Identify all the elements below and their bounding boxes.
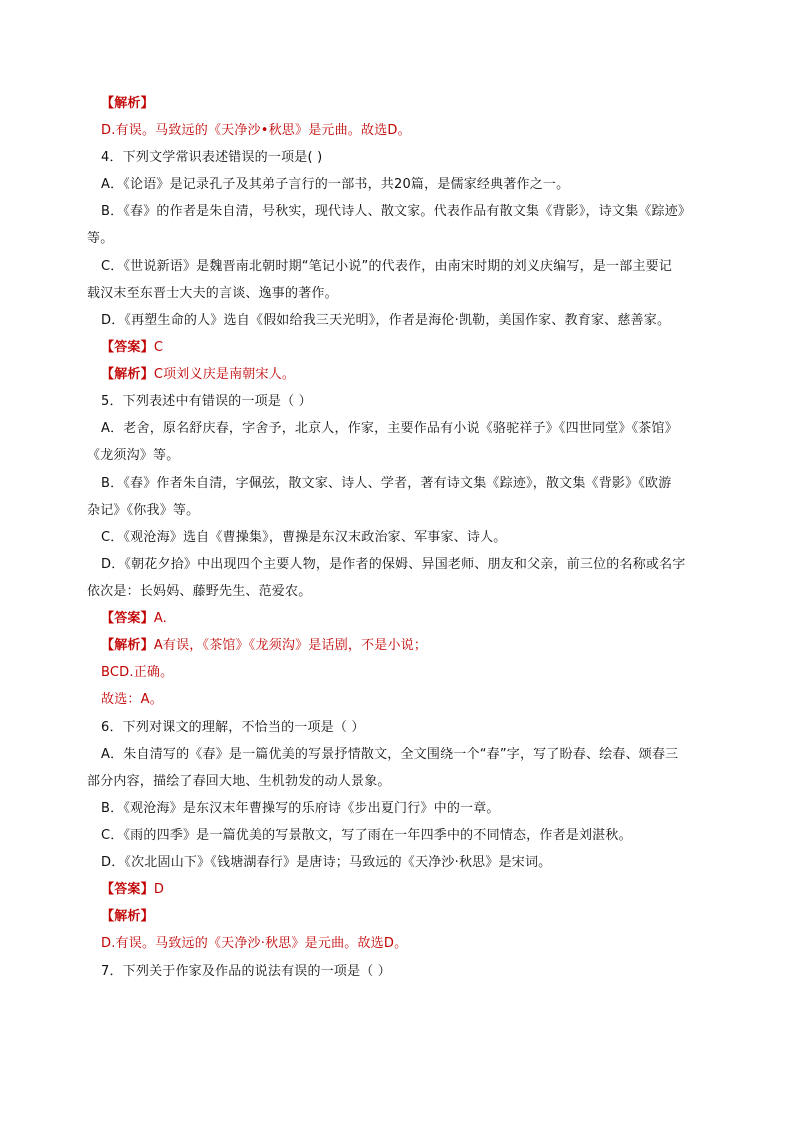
question-6-option-b: B．《观沧海》是东汉末年曹操写的乐府诗《步出夏门行》中的一章。 — [101, 801, 500, 816]
analysis-tag: 【解析】 — [101, 638, 154, 653]
analysis-tag: 【解析】 — [101, 909, 154, 924]
question-4-option-a: A．《论语》是记录孔子及其弟子言行的一部书，共20篇，是儒家经典著作之一。 — [101, 177, 570, 192]
question-5-option-b: B．《春》作者朱自清，字佩弦，散文家、诗人、学者，著有诗文集《踪迹》，散文集《背影》《欧游 — [101, 476, 672, 491]
question-4-option-d: D．《再塑生命的人》选自《假如给我三天光明》，作者是海伦·凯勒，美国作家、教育家、慈善家。 — [101, 313, 671, 328]
question-5-option-d: D．《朝花夕拾》中出现四个主要人物，是作者的保姆、异国老师、朋友和父亲，前三位的名称或名字 — [101, 557, 686, 572]
question-5-option-a-cont: 《龙须沟》等。 — [87, 448, 180, 463]
question-4-option-b-cont: 等。 — [87, 231, 114, 246]
question-5-option-d-cont: 依次是：长妈妈、藤野先生、范爱农。 — [87, 584, 312, 599]
analysis-value: C项刘义庆是南朝宋人。 — [153, 367, 296, 382]
question-6-option-c: C．《雨的四季》是一篇优美的写景散文，写了雨在一年四季中的不同情态，作者是刘湛秋。 — [101, 828, 632, 843]
answer-tag: 【答案】 — [101, 340, 154, 355]
answer-5 — [101, 609, 167, 629]
question-5-option-a: A．老舍，原名舒庆春，字舍予，北京人，作家，主要作品有小说《骆驼祥子》《四世同堂》《茶馆》 — [101, 421, 678, 436]
answer-value: D — [153, 882, 165, 897]
analysis-value: A有误，《茶馆》《龙须沟》是话剧，不是小说； — [153, 638, 428, 653]
question-7-stem: 7．下列关于作家及作品的说法有误的一项是（ ） — [101, 964, 392, 979]
question-4-option-b: B．《春》的作者是朱自清，号秋实，现代诗人、散文家。代表作品有散文集《背影》，诗文集《踪迹》 — [101, 204, 692, 219]
question-4-option-c-cont: 载汉末至东晋士大夫的言谈、逸事的著作。 — [87, 286, 338, 301]
answer-4 — [101, 338, 163, 358]
analysis-tag: 【解析】 — [101, 367, 154, 382]
question-6-option-a: A．朱自清写的《春》是一篇优美的写景抒情散文，全文围绕一个“春”字，写了盼春、绘春、颂春三 — [101, 747, 679, 762]
answer-tag: 【答案】 — [101, 611, 154, 626]
answer-tag: 【答案】 — [101, 882, 154, 897]
analysis-text: D.有误。马致远的《天净沙•秋思》是元曲。故选D。 — [101, 123, 411, 138]
analysis-4 — [101, 365, 295, 385]
analysis-5-cont: BCD.正确。 — [101, 665, 174, 680]
question-6-option-a-cont: 部分内容，描绘了春回大地、生机勃发的动人景象。 — [87, 774, 391, 789]
question-6-stem: 6．下列对课文的理解，不恰当的一项是（ ） — [101, 720, 365, 735]
answer-6 — [101, 880, 164, 900]
analysis-6-header — [101, 907, 154, 927]
analysis-5-conclusion: 故选：A。 — [101, 692, 163, 707]
analysis-5 — [101, 636, 427, 656]
question-6-option-d: D．《次北固山下》《钱塘湖春行》是唐诗；马致远的《天净沙·秋思》是宋词。 — [101, 855, 552, 870]
question-4-option-c: C．《世说新语》是魏晋南北朝时期“笔记小说”的代表作，由南宋时期的刘义庆编写，是一部主要记 — [101, 259, 673, 274]
question-5-option-c: C．《观沧海》选自《曹操集》，曹操是东汉末政治家、军事家、诗人。 — [101, 530, 507, 545]
answer-value: C — [153, 340, 164, 355]
question-4-stem: 4．下列文学常识表述错误的一项是( ) — [101, 150, 323, 165]
question-5-stem: 5．下列表述中有错误的一项是（ ） — [101, 394, 312, 409]
analysis-6-text: D.有误。马致远的《天净沙·秋思》是元曲。故选D。 — [101, 936, 408, 951]
answer-value: A. — [153, 611, 168, 626]
question-5-option-b-cont: 杂记》《你我》等。 — [87, 503, 200, 518]
analysis-header — [101, 94, 154, 114]
analysis-tag: 【解析】 — [101, 96, 154, 111]
